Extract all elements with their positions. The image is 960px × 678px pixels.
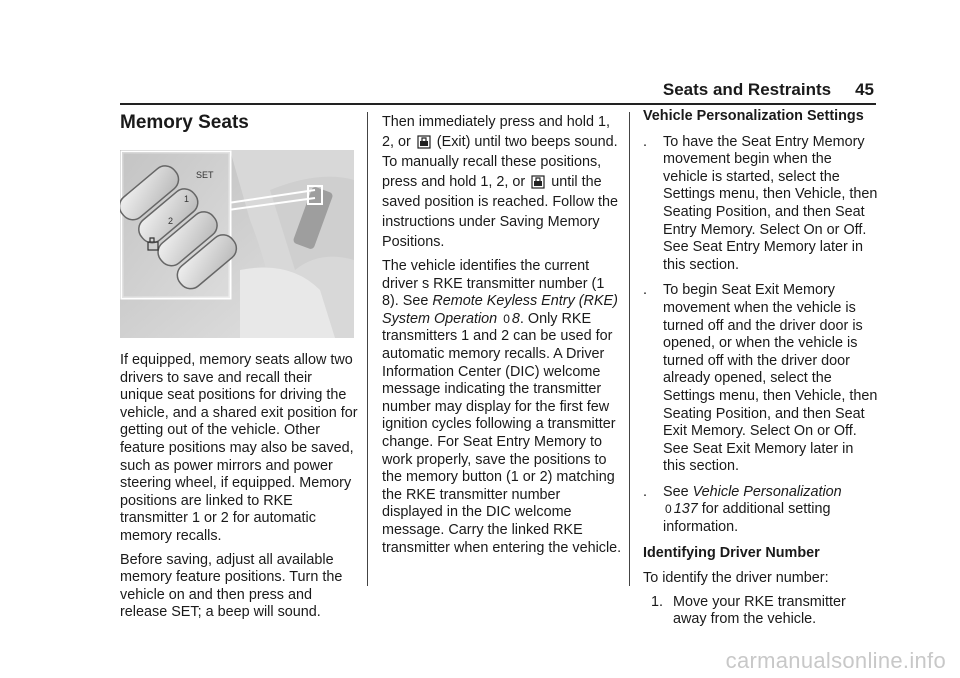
bullet-marker: . [643,483,647,500]
bullet-marker: . [643,282,647,299]
list-item [643,282,879,476]
subheading: Identifying Driver Number [643,544,820,561]
text-run: See [663,483,689,500]
watermark: carmanualsonline.info [725,648,946,673]
svg-text:1: 1 [184,194,190,204]
text-run: . Only RKE transmitters 1 and 2 can be used for automatic memory recalls. A Driver Information Center (DIC) welcome message indicating the transmitter number may display for the first few ignition cycles following a transmitter change. For Seat Entry Memory to work properly, save the positions to the memory button (1 or 2) matching the RKE transmitter number displayed in the DIC welcome message. Carry the linked RKE transmitter when entering the vehicle. [382,310,622,556]
subheading: Vehicle Personalization Settings [643,108,864,124]
svg-text:2: 2 [168,216,174,226]
cross-reference-link[interactable]: Vehicle Personalization [692,483,842,500]
column-divider [367,112,368,586]
section-title: Seats and Restraints [662,80,832,99]
list-item [643,484,879,537]
column-middle [382,112,622,563]
text-run: until the saved position is reached. Follow the instructions under Saving Memory Positions. [382,174,618,250]
list-item [643,134,879,275]
text-run: The vehicle identifies the current driver s RKE transmitter number (1 8). See [382,258,605,310]
paragraph: Before saving, adjust all available memory feature positions. Turn the vehicle on and then press and release SET; a beep will sound. [120,551,343,621]
page-ref-number[interactable]: 8 [511,310,520,327]
column-right [643,108,879,629]
svg-text:SET: SET [196,170,214,180]
paragraph [382,258,622,557]
seat-exit-icon [417,135,431,149]
text-run: (Exit) until two beeps sound. To manually recall these positions, press and hold 1, 2, or [382,134,618,190]
paragraph [382,112,622,252]
text-run: Then immediately press and hold 1, 2, or [382,114,610,150]
cross-reference-link[interactable]: Remote Keyless Entry (RKE) System Operation [382,293,618,327]
header-rule [120,103,876,105]
bullet-marker: . [643,133,647,150]
seat-exit-icon [531,175,545,189]
page-number: 45 [855,80,874,99]
page-ref-icon: 0 [503,311,510,326]
bullet-text: To begin Seat Exit Memory movement when the vehicle is turned off and the driver door is opened, or when the vehicle is turned off with the driver door already opened, select the Settings menu, then Vehicle, then Seating Position, and then Seat Exit Memory. Select On or Off. See Seat Exit Memory later in this section. [663,282,878,475]
column-divider [629,112,630,586]
column-left [120,112,358,628]
page-header [663,80,874,100]
step-text: Move your RKE transmitter away from the vehicle. [673,593,846,628]
step-number: 1. [651,593,664,610]
seat-memory-buttons-photo [120,150,354,338]
text-run: for additional setting information. [663,501,831,536]
page-ref-icon: 0 [665,502,672,517]
bullet-text: To have the Seat Entry Memory movement begin when the vehicle is started, select the Settings menu, then Vehicle, then Seating Position, and then Seat Entry Memory. Select On or Off. See Seat Entry Memory later in this section. [663,133,878,273]
paragraph: If equipped, memory seats allow two drivers to save and recall their unique seat positions for driving the vehicle, and a shared exit position for getting out of the vehicle. Other feature positions may also be saved, such as power mirrors and power steering wheel, if equipped. Memory positions are linked to RKE transmitter 1 or 2 for automatic memory recalls. [120,352,358,544]
paragraph: To identify the driver number: [643,570,829,587]
numbered-step [643,594,879,629]
page-ref-number[interactable]: 137 [673,501,698,518]
section-heading: Memory Seats [120,112,249,133]
